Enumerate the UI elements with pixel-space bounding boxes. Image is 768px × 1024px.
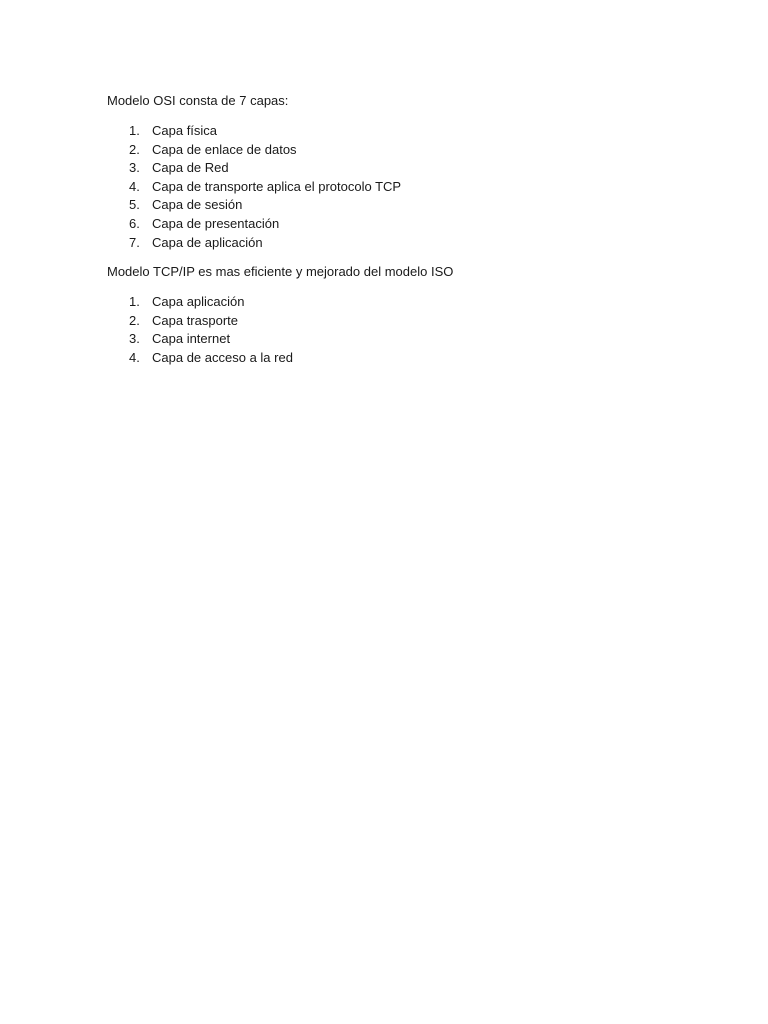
list-item xyxy=(107,196,667,215)
list-item-text: Capa internet xyxy=(152,331,231,347)
list-item-number: 2. xyxy=(129,312,140,328)
list-item-number: 4. xyxy=(129,349,140,365)
tcpip-layer-list xyxy=(107,293,667,367)
list-item-number: 7. xyxy=(129,234,140,250)
list-item-text: Capa de Red xyxy=(152,160,229,176)
list-item xyxy=(107,141,667,160)
list-item xyxy=(107,312,667,331)
list-item xyxy=(107,293,667,312)
list-item-text: Capa física xyxy=(152,123,218,138)
list-item-text: Capa aplicación xyxy=(152,294,245,310)
list-item xyxy=(107,330,667,349)
list-item xyxy=(107,349,667,368)
list-item-number: 5. xyxy=(129,197,140,213)
list-item-text: Capa de acceso a la red xyxy=(152,349,293,365)
tcpip-heading: Modelo TCP/IP es mas eficiente y mejorado del modelo ISO xyxy=(107,264,454,280)
list-item-number: 3. xyxy=(129,160,140,176)
list-item xyxy=(107,122,667,141)
list-item xyxy=(107,178,667,197)
list-item-number: 6. xyxy=(129,215,140,231)
osi-layer-list xyxy=(107,122,667,252)
list-item xyxy=(107,159,667,178)
osi-heading: Modelo OSI consta de 7 capas: xyxy=(107,93,289,108)
list-item xyxy=(107,215,667,234)
list-item xyxy=(107,234,667,253)
list-item-number: 3. xyxy=(129,331,140,347)
list-item-text: Capa de aplicación xyxy=(152,234,263,250)
list-item-number: 4. xyxy=(129,178,140,194)
list-item-number: 2. xyxy=(129,141,140,157)
list-item-number: 1. xyxy=(129,123,140,138)
list-item-text: Capa de presentación xyxy=(152,215,280,231)
list-item-text: Capa de enlace de datos xyxy=(152,141,297,157)
list-item-text: Capa de sesión xyxy=(152,197,243,213)
list-item-text: Capa trasporte xyxy=(152,312,238,328)
list-item-text: Capa de transporte aplica el protocolo TCP xyxy=(152,178,402,194)
document-body xyxy=(107,92,667,379)
list-item-number: 1. xyxy=(129,294,140,310)
